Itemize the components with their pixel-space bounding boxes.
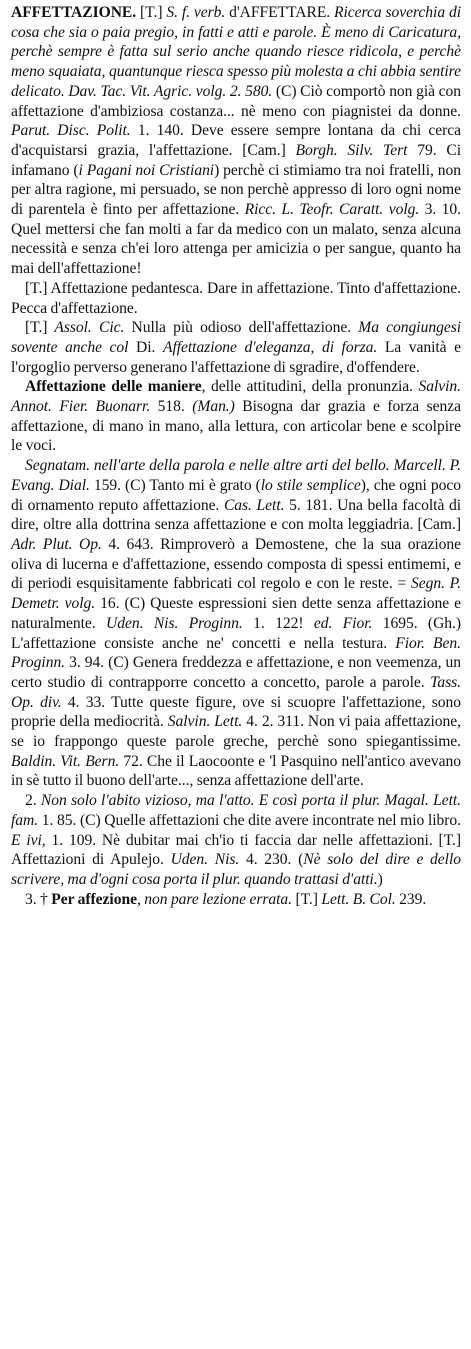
gloss: lo stile semplice: [260, 476, 361, 494]
examples: 518.: [150, 398, 193, 416]
sense-paragraph: [11, 279, 461, 318]
definition: Ricerca soverchia di cosa che sia o paia pregio, in fatti e atti e parole. È meno di Caricatura, perchè sempre è fatta sul serio anche quando riesce ridicola, e perchè meno squaiata, quantunque riesca spesso più molesta a chi abbia sentire delicato. Dav. Tac. Vit. Agric. volg. 2. 580.: [11, 4, 461, 100]
quotation: Bisogna dar grazia e forza senza affettazione, di mano in mano, alla lettura, con articolar bene e scolpire le voci.: [11, 398, 461, 455]
sense-number: 3.: [25, 890, 37, 908]
sense-paragraph: [11, 890, 461, 910]
source-tag: (C): [275, 82, 297, 100]
quotation: 72. Che il Laocoonte e 'l Pasquino nell'antico avevano in sè tutto il buono dell'arte..., senza affettazione dell'arte.: [11, 752, 462, 790]
sense-paragraph: [11, 791, 461, 890]
citation: Segn. P. Demetr. volg.: [11, 575, 461, 613]
grammar-label: S. f. verb.: [166, 4, 226, 21]
source-tag: [T.]: [292, 890, 322, 908]
source-tag: [T.]: [136, 4, 167, 21]
examples: Di.: [128, 338, 163, 356]
subentry-head: Per affezione: [51, 890, 137, 908]
quotation: 3. 94. (C) Genera freddezza e affettazione, e non veemenza, un certo studio di contrapporre concetto a concetto, parole a parole.: [11, 654, 461, 691]
citation: Parut. Disc. Polit.: [11, 122, 131, 140]
quotation: ), che ogni poco di ornamento reputo affettazione.: [11, 476, 461, 514]
citation: Tass. Op. div.: [11, 673, 461, 711]
citation: Cas. Lett.: [223, 496, 285, 514]
quotation: 4. 2. 311. Non vi paia affettazione, se io frappongo queste parole greche, perchè sono spiegantissime.: [11, 713, 461, 751]
usage-label: Assol. Cic.: [47, 319, 125, 337]
etymology: d'AFFETTARE.: [225, 4, 331, 21]
source-tag: [T.]: [25, 279, 48, 297]
sense-paragraph: [11, 456, 461, 791]
citation: Uden. Nis.: [170, 851, 240, 869]
quotation: 16. (C) Queste espressioni sien dette senza affettazione e naturalmente.: [11, 595, 461, 632]
examples: La vanità e l'orgoglio perverso generano l'affettazione di sgradire, d'offendere.: [11, 338, 461, 376]
source-tag: [T.]: [25, 319, 48, 337]
examples: Affettazione pedantesca. Dare in affettazione. Tinto d'affettazione. Pecca d'affettazione.: [11, 279, 461, 317]
examples: , delle attitudini, della pronunzia.: [201, 378, 419, 396]
citation: Adr. Plut. Op.: [11, 535, 102, 553]
citation: Borgh. Silv. Tert: [295, 141, 408, 159]
examples: Nulla più odioso dell'affettazione.: [124, 319, 359, 337]
gloss: i Pagani noi Cristiani: [78, 161, 215, 179]
quotation: 239.: [395, 890, 427, 908]
quotation: Ciò comportò non già con affettazione d'ambiziosa costanza... nè meno con piagnistei da donne.: [11, 82, 461, 120]
citation: Salvin. Annot. Fier. Buonarr.: [11, 378, 462, 416]
usage-note: Segnatam. nell'arte della parola e nelle altre arti del bello. Marcell. P. Evang. Dial.: [11, 457, 461, 494]
sense-paragraph: [11, 377, 461, 456]
sense-number: 2.: [25, 792, 37, 810]
usage-note: Ma congiungesi sovente anche col: [11, 319, 461, 356]
usage-note: , non pare lezione errata.: [136, 890, 292, 908]
citation: ed. Fior.: [313, 614, 373, 632]
quotation: 1. 122!: [242, 614, 314, 632]
subentry-head: Affettazione delle maniere: [25, 378, 202, 396]
quotation: ): [377, 870, 383, 888]
citation: Baldin. Vit. Bern.: [11, 752, 120, 770]
quotation: 1. 85. (C) Quelle affettazioni che dite avere incontrate nel mio libro.: [38, 811, 461, 829]
citation: Uden. Nis. Proginn.: [106, 614, 243, 632]
citation: Fior. Ben. Proginn.: [11, 634, 461, 672]
obsolete-mark: †: [36, 890, 52, 908]
citation: Salvin. Lett.: [167, 713, 243, 731]
sense-paragraph: [11, 318, 461, 377]
quotation: 1. 109. Nè dubitar mai ch'io ti faccia dar nelle affettazioni. [T.] Affettazioni di Apulejo.: [11, 831, 462, 869]
citation: Lett. B. Col.: [321, 890, 396, 908]
quotation: 79. Ci infamano (: [11, 141, 461, 179]
quotation: 4. 643. Rimproverò a Demostene, che la sua orazione oliva di lucerna e d'affettazione, essendo composta di spessi entimemi, e di periodi esquisitamente fabbricati col regolo e con le reste. =: [11, 535, 462, 593]
headword: AFFETTAZIONE.: [11, 4, 137, 21]
quotation: 4. 230. (: [239, 851, 304, 869]
quotation: 1695. (Gh.) L'affettazione consiste anche ne' concetti e nella testura.: [11, 614, 462, 652]
quotation: 4. 33. Tutte queste figure, ove si scuopre l'affettazione, sono proprie della mediocrità.: [11, 693, 461, 731]
usage-note: Affettazione d'eleganza, di forza.: [162, 338, 378, 356]
quotation: ) perchè ci stimiamo tra noi fratelli, non per altra ragione, mi persuado, se non perchè appresso di loro ogni nome di parentela è finto per affettazione.: [11, 161, 461, 219]
quotation: 1. 140. Deve essere sempre lontana da chi cerca d'acquistarsi grazia, l'affettazione. [Cam.]: [11, 122, 461, 159]
quotation: 5. 181. Una bella facoltà di dire, oltre alla dottrina senza affettazione e con molta leggiadria. [Cam.]: [11, 496, 462, 534]
citation: Ricc. L. Teofr. Caratt. volg.: [244, 201, 420, 219]
citation: E ivi,: [11, 831, 46, 849]
source-tag: (Man.): [192, 398, 235, 416]
usage-note: Non solo l'abito vizioso, ma l'atto. E così porta il plur. Magal. Lett. fam.: [11, 792, 461, 829]
quotation: 3. 10. Quel mettersi che fan molti a far da medico con un malato, senza alcuna necessità e senza ch'ei loro attenga per amicizia o per sangue, quanto ha mai dell'affettazione!: [11, 201, 461, 278]
quotation: 159. (C) Tanto mi è grato (: [89, 476, 261, 494]
usage-note: Nè solo del dire e dello scrivere, ma d'ogni cosa porta il plur. quando trattasi d'atti.: [11, 851, 461, 888]
entry-paragraph: [11, 3, 461, 279]
